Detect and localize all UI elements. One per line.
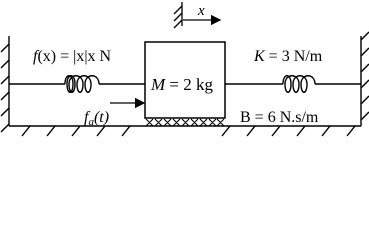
displacement-label: x: [198, 3, 205, 19]
mass-label: M = 2 kg: [151, 75, 214, 94]
left-wall: [1, 36, 9, 132]
right-wall: [361, 32, 369, 126]
reference-mark: [174, 2, 182, 28]
damping-pad: [145, 118, 225, 126]
ground: [9, 126, 361, 136]
left-spring-label: f(x) = |x|x N: [33, 48, 112, 65]
right-spring: [225, 76, 361, 93]
damping-label: B = 6 N.s/m: [240, 109, 319, 126]
force-label: fa(t): [84, 109, 110, 128]
right-spring-label: K = 3 N/m: [254, 48, 323, 65]
left-spring: [9, 76, 145, 93]
